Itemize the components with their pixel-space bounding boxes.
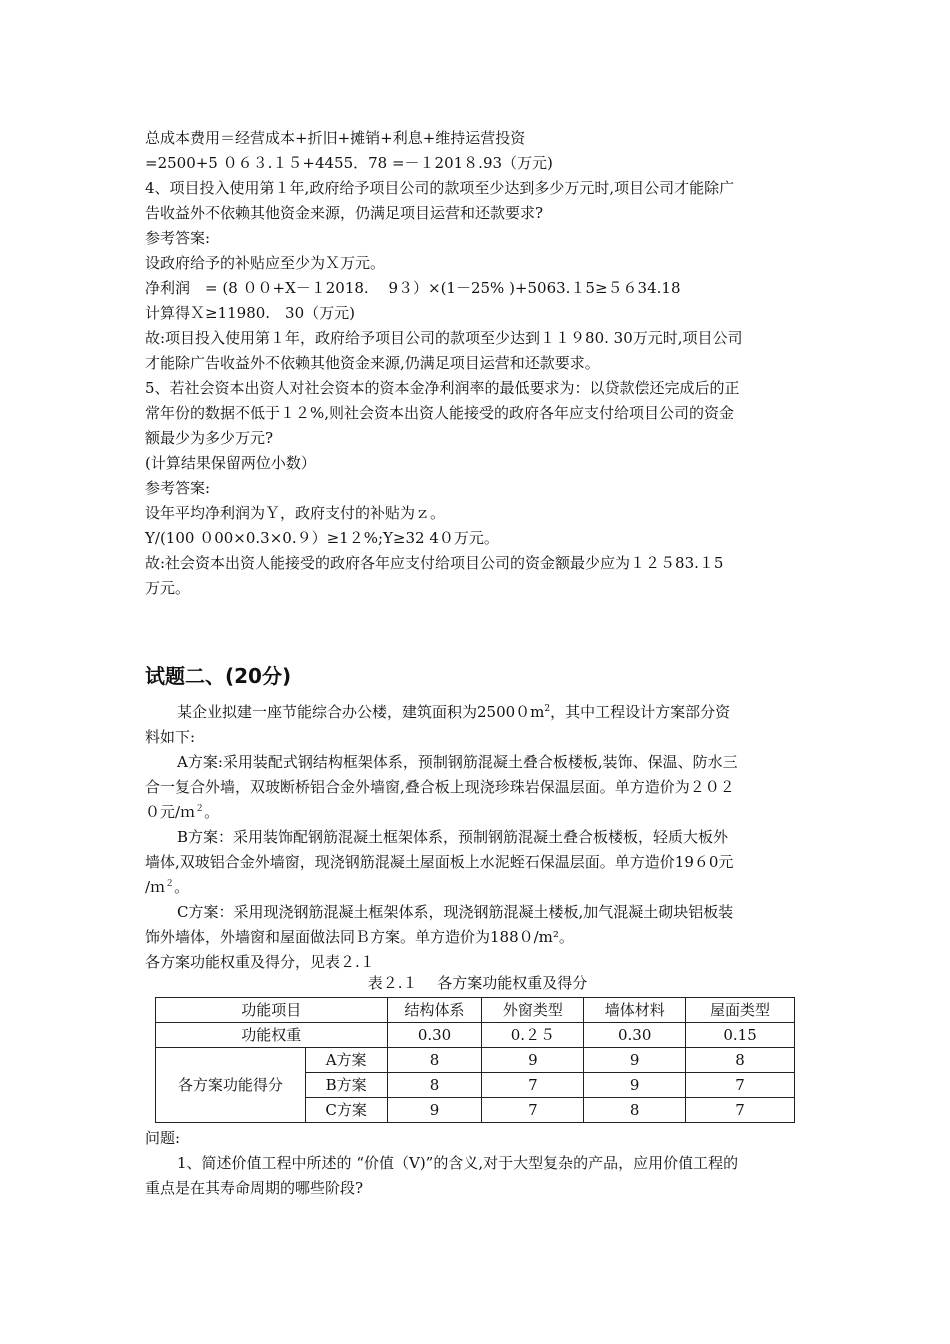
table-reference: 各方案功能权重及得分，见表２.１ (145, 953, 375, 971)
plan-c-line: C方案：采用现浇钢筋混凝土框架体系，现浇钢筋混凝土楼板,加气混凝土砌块铝板装 (177, 903, 734, 921)
row-group-label: 各方案功能得分 (156, 1048, 306, 1123)
score-row (156, 1048, 795, 1073)
weight-row (156, 1023, 795, 1048)
plan-label: C方案 (305, 1098, 387, 1123)
plan-c-line: 饰外墙体，外墙窗和屋面做法同Ｂ方案。单方造价为188０/m²。 (145, 928, 574, 946)
questions-heading: 问题: (145, 1129, 181, 1147)
score-cell: 7 (686, 1098, 795, 1123)
plan-b-line: B方案：采用装饰配钢筋混凝土框架体系，预制钢筋混凝土叠合板楼板，轻质大板外 (177, 828, 729, 846)
header-cell: 结构体系 (387, 998, 482, 1023)
score-cell: 7 (482, 1073, 584, 1098)
header-cell: 外窗类型 (482, 998, 584, 1023)
text-line: 故:社会资本出资人能接受的政府各年应支付给项目公司的资金额最少应为１２５83.１5 (145, 554, 724, 572)
score-cell: 8 (584, 1098, 686, 1123)
question-4: 4、项目投入使用第１年,政府给予项目公司的款项至少达到多少万元时,项目公司才能除广 (145, 179, 735, 197)
header-cell: 屋面类型 (686, 998, 795, 1023)
function-score-table (155, 997, 795, 1123)
text-line: 常年份的数据不低于１２%,则社会资本出资人能接受的政府各年应支付给项目公司的资金 (145, 404, 735, 422)
table-header-row (156, 998, 795, 1023)
plan-b-line: /ｍ$^2$。 (145, 878, 190, 896)
weight-cell: 0.30 (584, 1023, 686, 1048)
text-line: 告收益外不依赖其他资金来源，仍满足项目运营和还款要求? (145, 204, 544, 222)
formula-line: 净利润 = (8 ００+X－１2018. 9３）×(1－25% )+5063.１5≥５６34.18 (145, 279, 681, 297)
score-cell: 9 (584, 1073, 686, 1098)
question-1: 1、简述价值工程中所述的 “价值（V)”的含义,对于大型复杂的产品，应用价值工程的 (177, 1154, 739, 1172)
weight-cell: 0.15 (686, 1023, 795, 1048)
text-line: 额最少为多少万元? (145, 429, 274, 447)
score-cell: 7 (482, 1098, 584, 1123)
section-title: 试题二、(20分) (145, 664, 292, 688)
text-line: 才能除广告收益外不依赖其他资金来源,仍满足项目运营和还款要求。 (145, 354, 600, 372)
plan-a-line: ０元/ｍ$^2$。 (145, 803, 220, 821)
score-cell: 8 (387, 1073, 482, 1098)
score-cell: 9 (584, 1048, 686, 1073)
text-line: 万元。 (145, 579, 191, 597)
score-cell: 9 (387, 1098, 482, 1123)
plan-label: B方案 (305, 1073, 387, 1098)
plan-a-line: A方案:采用装配式钢结构框架体系，预制钢筋混凝土叠合板楼板,装饰、保温、防水三 (177, 753, 738, 771)
intro-line: 料如下: (145, 728, 196, 746)
text-line: 设政府给予的补贴应至少为Ｘ万元。 (145, 254, 386, 272)
text-line: (计算结果保留两位小数） (145, 454, 316, 472)
text-line: =2500+5 ０６３.１５+4455．78 =－１201８.93（万元) (145, 154, 553, 172)
text-line: 故:项目投入使用第１年，政府给予项目公司的款项至少达到１１９80. 30万元时,项目公司 (145, 329, 743, 347)
text-line: 设年平均净利润为Ｙ，政府支付的补贴为ｚ。 (145, 504, 446, 522)
header-cell: 墙体材料 (584, 998, 686, 1023)
table-caption: 表２.１ 各方案功能权重及得分 (367, 974, 588, 992)
score-cell: 8 (686, 1048, 795, 1073)
formula-line: Y/(100 ０00×0.3×0.９）≥1２%;Y≥32 4０万元。 (145, 529, 499, 547)
intro-line: 某企业拟建一座节能综合办公楼，建筑面积为$25000m^2$，其中工程设计方案部分资 (177, 703, 731, 721)
question-5: 5、若社会资本出资人对社会资本的资本金净利润率的最低要求为：以贷款偿还完成后的正 (145, 379, 740, 397)
header-cell: 功能项目 (156, 998, 388, 1023)
score-cell: 7 (686, 1073, 795, 1098)
answer-heading: 参考答案: (145, 229, 211, 247)
score-cell: 9 (482, 1048, 584, 1073)
plan-a-line: 合一复合外墙，双玻断桥铝合金外墙窗,叠合板上现浇珍珠岩保温层面。单方造价为２０２ (145, 778, 735, 796)
question-1: 重点是在其寿命周期的哪些阶段? (145, 1179, 364, 1197)
formula-line: 计算得Ｘ≥11980. 30（万元) (145, 304, 355, 322)
text-line: 总成本费用＝经营成本+折旧+摊销+利息+维持运营投资 (145, 129, 526, 147)
answer-heading: 参考答案: (145, 479, 211, 497)
plan-b-line: 墙体,双玻铝合金外墙窗，现浇钢筋混凝土屋面板上水泥蛭石保温层面。单方造价19６0元 (145, 853, 734, 871)
row-label: 功能权重 (156, 1023, 388, 1048)
score-cell: 8 (387, 1048, 482, 1073)
weight-cell: 0.30 (387, 1023, 482, 1048)
weight-cell: 0.２５ (482, 1023, 584, 1048)
plan-label: A方案 (305, 1048, 387, 1073)
